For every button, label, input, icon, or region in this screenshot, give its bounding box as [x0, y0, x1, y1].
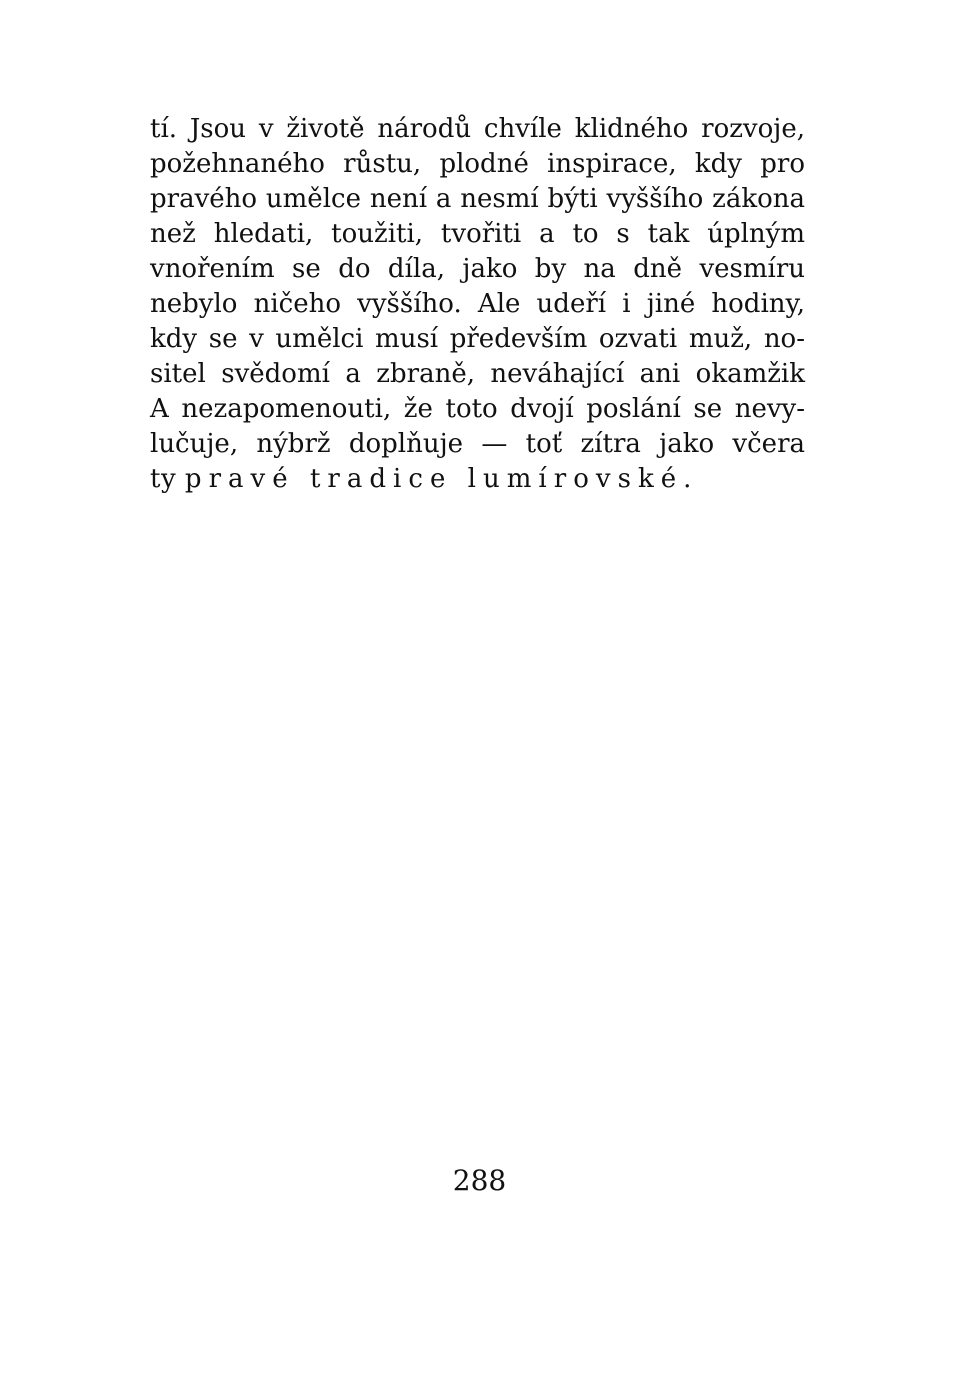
- text-line: tí. Jsou v životě národů chvíle klidného rozvoje,: [150, 114, 805, 144]
- text-line: sitel svědomí a zbraně, neváhající ani okamžik: [150, 359, 805, 389]
- last-line-prefix: ty: [150, 464, 177, 494]
- text-line: požehnaného růstu, plodné inspirace, kdy pro: [150, 149, 805, 179]
- text-line: lučuje, nýbrž doplňuje — toť zítra jako včera: [150, 429, 805, 459]
- text-line-last: [150, 462, 805, 497]
- text-line: kdy se v umělci musí především ozvati muž, no-: [150, 324, 805, 354]
- text-line: pravého umělce není a nesmí býti vyššího zákona: [150, 184, 805, 214]
- text-line: než hledati, toužiti, tvořiti a to s tak úplným: [150, 219, 805, 249]
- text-line: A nezapomenouti, že toto dvojí poslání se nevy-: [150, 394, 805, 424]
- page-number: 288: [452, 1164, 507, 1197]
- text-line: nebylo ničeho vyššího. Ale udeří i jiné hodiny,: [150, 289, 805, 319]
- spaced-emphasis-text: pravé tradice lumírovské.: [184, 464, 699, 494]
- text-line: vnořením se do díla, jako by na dně vesmíru: [150, 254, 805, 284]
- body-text: [150, 112, 805, 497]
